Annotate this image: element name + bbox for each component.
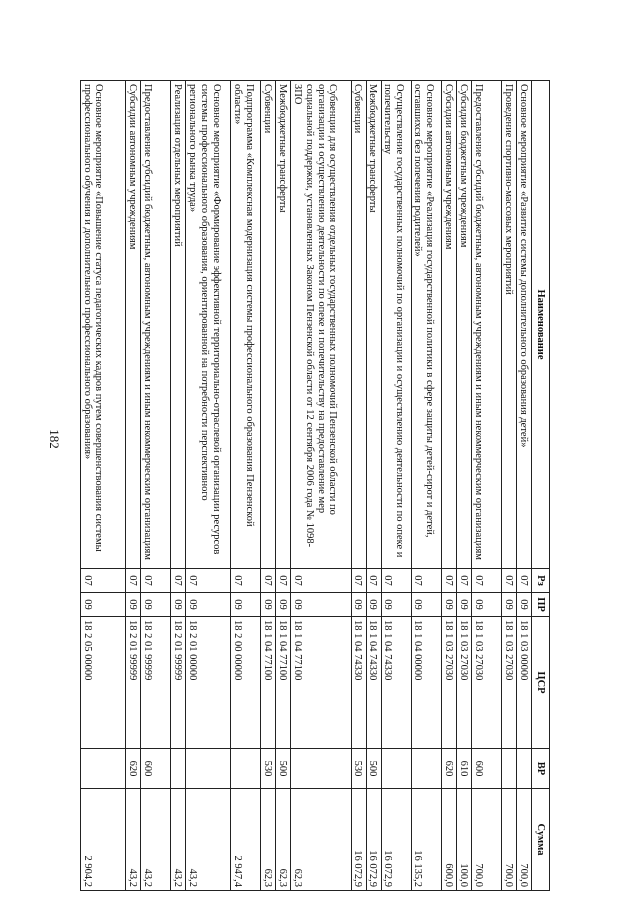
row-rz: 07 [141,569,171,593]
row-name: Предоставление субсидий бюджетным, автономным учреждениям и иным некоммерческим организациям [141,81,171,569]
row-pr: 09 [456,593,471,617]
row-rz: 07 [516,569,531,593]
row-vr: 620 [441,749,456,789]
table-row [471,81,501,891]
header-csr: ЦСР [532,617,550,749]
table-header-row [532,81,550,891]
row-rz: 07 [501,569,516,593]
table-row [456,81,471,891]
table-row [261,81,276,891]
header-sum: Сумма [532,789,550,891]
table-row [276,81,291,891]
row-vr [411,749,441,789]
row-name: Основное мероприятие «Формирование эффективной территориально-отраслевой организации ресурсов системы профессионального образования, ориентированной на потребности перспективного регионального рынка труда» [186,81,231,569]
row-pr: 09 [516,593,531,617]
row-vr [81,749,126,789]
table-row [81,81,126,891]
row-name: Осуществление государственных полномочий по организации и осуществлению деятельности по опеке и попечительству [381,81,411,569]
header-pr: ПР [532,593,550,617]
row-rz: 07 [231,569,261,593]
row-sum: 43,2 [141,789,171,891]
rotated-page-content [80,80,550,890]
row-csr: 18 1 03 27030 [471,617,501,749]
table-row [411,81,441,891]
row-name: Подпрограмма «Комплексная модернизация системы профессионального образования Пензенской области» [231,81,261,569]
row-csr: 18 2 01 99999 [171,617,186,749]
row-sum: 700,0 [471,789,501,891]
row-pr: 09 [171,593,186,617]
row-csr: 18 1 04 74330 [366,617,381,749]
row-csr: 18 1 03 27030 [501,617,516,749]
row-pr: 09 [471,593,501,617]
row-vr [381,749,411,789]
row-sum: 2 947,4 [231,789,261,891]
table-row [186,81,231,891]
row-vr [516,749,531,789]
budget-table [80,80,550,891]
row-pr: 09 [186,593,231,617]
table-row [501,81,516,891]
row-name: Субсидии автономным учреждениям [441,81,456,569]
row-rz: 07 [456,569,471,593]
row-rz: 07 [441,569,456,593]
row-pr: 09 [276,593,291,617]
row-csr: 18 1 04 77100 [291,617,351,749]
row-pr: 09 [261,593,276,617]
row-csr: 18 1 04 00000 [411,617,441,749]
table-row [351,81,366,891]
row-name: Проведение спортивно-массовых мероприятий [501,81,516,569]
row-pr: 09 [501,593,516,617]
table-row [516,81,531,891]
table-row [381,81,411,891]
row-vr: 600 [141,749,171,789]
row-sum: 700,0 [501,789,516,891]
row-rz: 07 [291,569,351,593]
row-name: Основное мероприятие «Повышение статуса педагогических кадров путем совершенствования системы профессионального обучения и дополнительного профессионального образования» [81,81,126,569]
row-vr [291,749,351,789]
row-rz: 07 [261,569,276,593]
row-rz: 07 [186,569,231,593]
row-rz: 07 [471,569,501,593]
header-vr: ВР [532,749,550,789]
row-sum: 62,3 [261,789,276,891]
row-pr: 09 [381,593,411,617]
row-sum: 43,2 [171,789,186,891]
header-rz: Рз [532,569,550,593]
row-vr [501,749,516,789]
row-rz: 07 [381,569,411,593]
row-rz: 07 [351,569,366,593]
row-csr: 18 2 00 00000 [231,617,261,749]
page-number: 182 [47,429,62,449]
row-pr: 09 [126,593,141,617]
row-csr: 18 1 03 27030 [456,617,471,749]
row-sum: 700,0 [516,789,531,891]
row-pr: 09 [366,593,381,617]
row-vr [231,749,261,789]
row-csr: 18 1 03 00000 [516,617,531,749]
row-name: Основное мероприятие «Развитие системы дополнительного образования детей» [516,81,531,569]
row-name: Субвенции для осуществления отдельных государственных полномочий Пензенской области по организации и осуществлению деятельности по опеке и попечительству на предоставление мер социальной поддержки, установленных Законом Пензенской области от 12 сентября 2006 года № 1098-ЗПО [291,81,351,569]
row-rz: 07 [81,569,126,593]
row-name: Субвенции [261,81,276,569]
row-sum: 16 135,2 [411,789,441,891]
row-pr: 09 [291,593,351,617]
row-vr: 600 [471,749,501,789]
row-name: Субвенции [351,81,366,569]
row-name: Субсидии автономным учреждениям [126,81,141,569]
row-sum: 600,0 [441,789,456,891]
row-vr: 500 [366,749,381,789]
row-name: Субсидии бюджетным учреждениям [456,81,471,569]
row-pr: 09 [411,593,441,617]
row-pr: 09 [231,593,261,617]
table-row [231,81,261,891]
table-row [126,81,141,891]
row-vr [171,749,186,789]
row-name: Основное мероприятие «Реализация государственной политики в сфере защиты детей-сирот и детей, оставшихся без попечения родителей» [411,81,441,569]
table-row [171,81,186,891]
row-csr: 18 2 01 99999 [126,617,141,749]
row-sum: 16 072,9 [381,789,411,891]
row-pr: 09 [141,593,171,617]
row-sum: 43,2 [186,789,231,891]
row-pr: 09 [351,593,366,617]
row-rz: 07 [171,569,186,593]
row-csr: 18 1 04 77100 [276,617,291,749]
row-sum: 16 072,9 [366,789,381,891]
row-name: Межбюджетные трансферты [366,81,381,569]
row-vr: 610 [456,749,471,789]
row-sum: 100,0 [456,789,471,891]
row-rz: 07 [366,569,381,593]
row-name: Реализация отдельных мероприятий [171,81,186,569]
row-vr [186,749,231,789]
row-sum: 2 904,2 [81,789,126,891]
row-vr: 620 [126,749,141,789]
row-csr: 18 2 01 99999 [141,617,171,749]
row-vr: 530 [261,749,276,789]
row-pr: 09 [441,593,456,617]
row-rz: 07 [276,569,291,593]
row-rz: 07 [126,569,141,593]
row-sum: 62,3 [291,789,351,891]
row-pr: 09 [81,593,126,617]
row-name: Предоставление субсидий бюджетным, автономным учреждениям и иным некоммерческим организациям [471,81,501,569]
row-sum: 43,2 [126,789,141,891]
table-row [366,81,381,891]
row-csr: 18 1 04 77100 [261,617,276,749]
row-sum: 62,3 [276,789,291,891]
row-csr: 18 2 05 00000 [81,617,126,749]
table-row [441,81,456,891]
row-sum: 16 072,9 [351,789,366,891]
header-name: Наименование [532,81,550,569]
table-row [291,81,351,891]
row-vr: 500 [276,749,291,789]
row-rz: 07 [411,569,441,593]
row-csr: 18 1 03 27030 [441,617,456,749]
row-csr: 18 2 01 00000 [186,617,231,749]
row-csr: 18 1 04 74330 [351,617,366,749]
table-row [141,81,171,891]
row-vr: 530 [351,749,366,789]
row-name: Межбюджетные трансферты [276,81,291,569]
row-csr: 18 1 04 74330 [381,617,411,749]
